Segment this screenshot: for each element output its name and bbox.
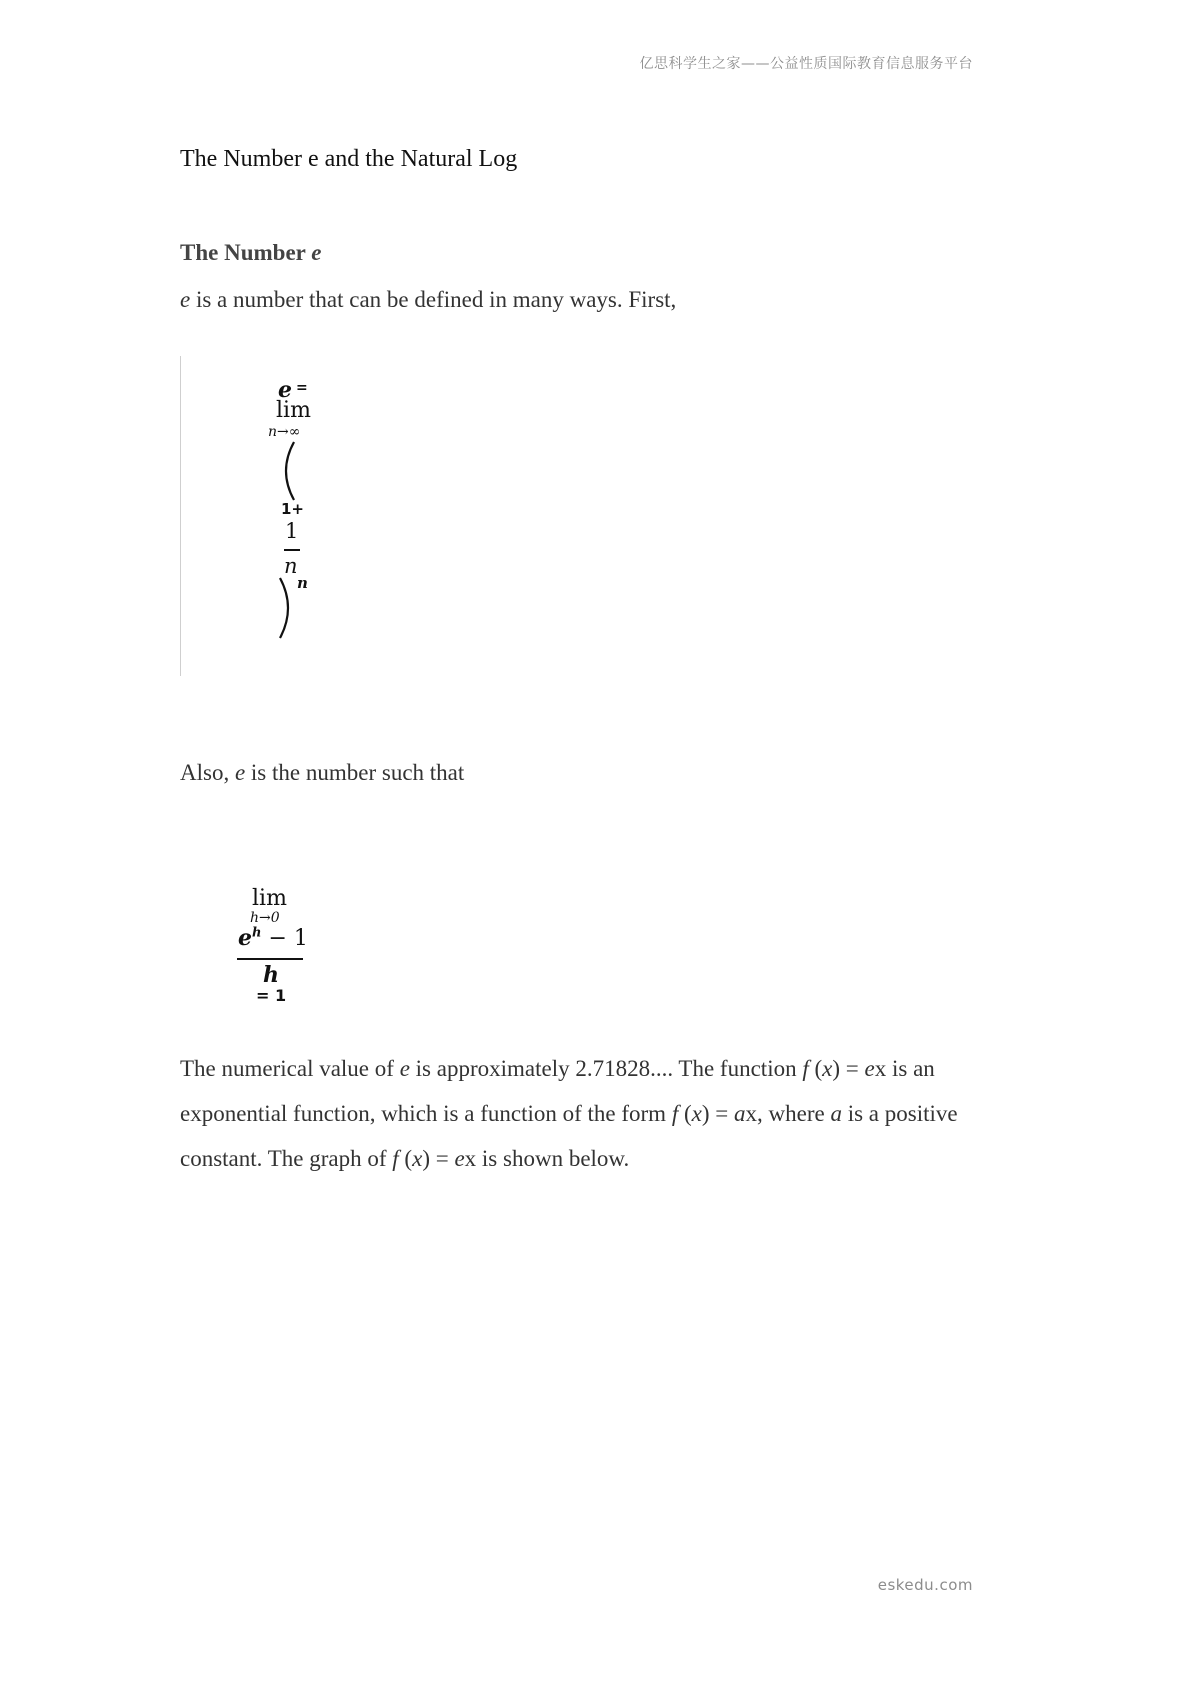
document-title: The Number e and the Natural Log [180,146,518,172]
paragraph-definition-intro [180,287,676,313]
text-span: ( [808,1056,823,1081]
var-f: f [802,1056,809,1081]
formula2-lim: lim [252,886,287,911]
text-span: x is an [874,1056,935,1081]
formula1-exponent: n [297,574,308,592]
text-span: is a positive [841,1101,958,1126]
text-span: ( [678,1101,692,1126]
formula1-e: e [278,377,292,403]
text-span: The numerical value of [180,1056,400,1081]
section-heading [180,240,321,266]
text-span: is approximately 2.71828.... The function [409,1056,803,1081]
paragraph-numerical-value-line1 [180,1056,935,1082]
text-span: is the number such that [245,760,465,785]
formula2-num-base: e [238,925,252,951]
section-heading-variable: e [311,240,322,265]
text-span: constant. The graph of [180,1146,393,1171]
formula2-num-rest: − 1 [261,926,308,951]
var-f: f [671,1101,679,1126]
text-span: ) = [701,1101,734,1126]
formula2-result: = 1 [256,986,287,1005]
text-span: Also, [180,760,235,785]
text-span: ) = [422,1146,455,1171]
var-e: e [180,287,191,312]
text-span: x, where [745,1101,831,1126]
formula1-right-paren [276,576,298,640]
text-span: x is shown below. [464,1146,630,1171]
paragraph-second-definition [180,760,464,786]
formula1-one-plus: 1+ [281,500,305,518]
formula1-lim: lim [276,398,311,423]
formula2-numerator [238,925,308,951]
var-a: a [830,1101,842,1126]
section-heading-text: The Number [180,240,306,265]
var-a: a [734,1101,746,1126]
var-e: e [399,1056,410,1081]
formula2-lim-subscript: h→0 [250,910,280,926]
var-x: x [822,1056,833,1081]
formula2-denominator: h [263,962,279,988]
var-e: e [234,760,246,785]
formula-left-border [180,356,181,676]
formula1-lim-subscript: n→∞ [268,424,301,440]
paragraph-numerical-value-line3 [180,1146,629,1172]
text-span: is a number that can be defined in many ways. First, [190,287,677,312]
formula1-fraction-bar [284,549,300,551]
var-f: f [392,1146,399,1171]
var-e: e [454,1146,465,1171]
var-x: x [412,1146,423,1171]
paragraph-numerical-value-line2 [180,1101,958,1127]
var-x: x [691,1101,702,1126]
page-footer-site: eskedu.com [877,1576,973,1594]
formula1-denominator: n [284,554,298,578]
formula1-equals: = [296,380,308,396]
page-header-site-text: 亿思科学生之家——公益性质国际教育信息服务平台 [639,56,973,72]
formula2-fraction-bar [237,958,303,960]
var-e: e [864,1056,875,1081]
text-span: ( [398,1146,413,1171]
formula1-numerator: 1 [285,519,299,543]
formula2-num-exponent: h [252,925,262,941]
text-span: ) = [832,1056,865,1081]
formula1-left-paren [276,440,300,502]
text-span: exponential function, which is a function of the form [180,1101,672,1126]
